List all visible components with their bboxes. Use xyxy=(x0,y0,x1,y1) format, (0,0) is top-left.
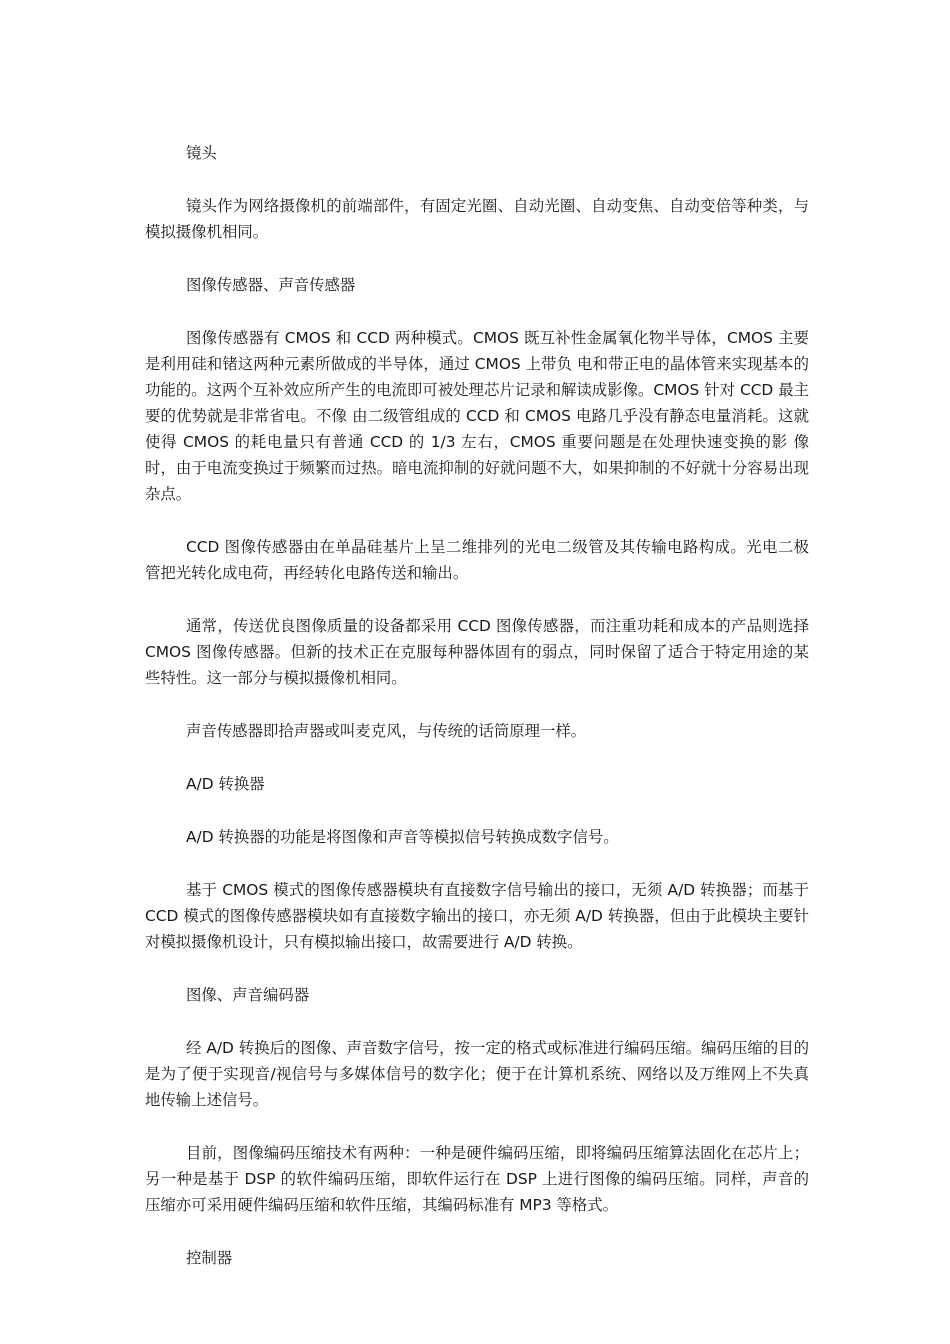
paragraph-sensor-comparison: 通常，传送优良图像质量的设备都采用 CCD 图像传感器，而注重功耗和成本的产品则选择 CMOS 图像传感器。但新的技术正在克服每种器体固有的弱点，同时保留了适合于特定用途的某些特性。这一部分与模拟摄像机相同。 xyxy=(145,617,809,687)
paragraph-ad-function: A/D 转换器的功能是将图像和声音等模拟信号转换成数字信号。 xyxy=(186,828,619,846)
section-heading-controller: 控制器 xyxy=(186,1249,233,1267)
paragraph-encoding: 经 A/D 转换后的图像、声音数字信号，按一定的格式或标准进行编码压缩。编码压缩的目的是为了便于实现音/视信号与多媒体信号的数字化；便于在计算机系统、网络以及万维网上不失真地传输上述信号。 xyxy=(145,1039,809,1109)
paragraph-ad-interface: 基于 CMOS 模式的图像传感器模块有直接数字信号输出的接口，无须 A/D 转换器；而基于 CCD 模式的图像传感器模块如有直接数字输出的接口，亦无须 A/D 转换器，但由于此模块主要针对模拟摄像机设计，只有模拟输出接口，故需要进行 A/D 转换。 xyxy=(145,881,809,951)
section-heading-lens: 镜头 xyxy=(186,144,217,162)
section-heading-encoder: 图像、声音编码器 xyxy=(186,986,310,1004)
paragraph-ccd: CCD 图像传感器由在单晶硅基片上呈二维排列的光电二级管及其传输电路构成。光电二极管把光转化成电荷，再经转化电路传送和输出。 xyxy=(145,538,809,582)
document-page xyxy=(145,140,809,1298)
section-heading-sensors: 图像传感器、声音传感器 xyxy=(186,276,356,294)
section-heading-ad-converter: A/D 转换器 xyxy=(186,775,265,793)
paragraph-cmos: 图像传感器有 CMOS 和 CCD 两种模式。CMOS 既互补性金属氧化物半导体，CMOS 主要是利用硅和锗这两种元素所做成的半导体，通过 CMOS 上带负 电和带正电的晶体管来实现基本的功能的。这两个互补效应所产生的电流即可被处理芯片记录和解读成影像。CMOS 针对 CCD 最主要的优势就是非常省电。不像 由二级管组成的 CCD 和 CMOS 电路几乎没有静态电量消耗。这就使得 CMOS 的耗电量只有普通 CCD 的 1/3 左右，CMOS 重要问题是在处理快速变换的影 像时，由于电流变换过于频繁而过热。暗电流抑制的好就问题不大，如果抑制的不好就十分容易出现杂点。 xyxy=(145,329,809,503)
paragraph-lens: 镜头作为网络摄像机的前端部件，有固定光圈、自动光圈、自动变焦、自动变倍等种类，与模拟摄像机相同。 xyxy=(145,197,809,241)
paragraph-sound-sensor: 声音传感器即拾声器或叫麦克风，与传统的话筒原理一样。 xyxy=(186,722,587,740)
paragraph-encoding-tech: 目前，图像编码压缩技术有两种：一种是硬件编码压缩，即将编码压缩算法固化在芯片上；另一种是基于 DSP 的软件编码压缩，即软件运行在 DSP 上进行图像的编码压缩。同样，声音的压缩亦可采用硬件编码压缩和软件压缩，其编码标准有 MP3 等格式。 xyxy=(145,1144,809,1214)
